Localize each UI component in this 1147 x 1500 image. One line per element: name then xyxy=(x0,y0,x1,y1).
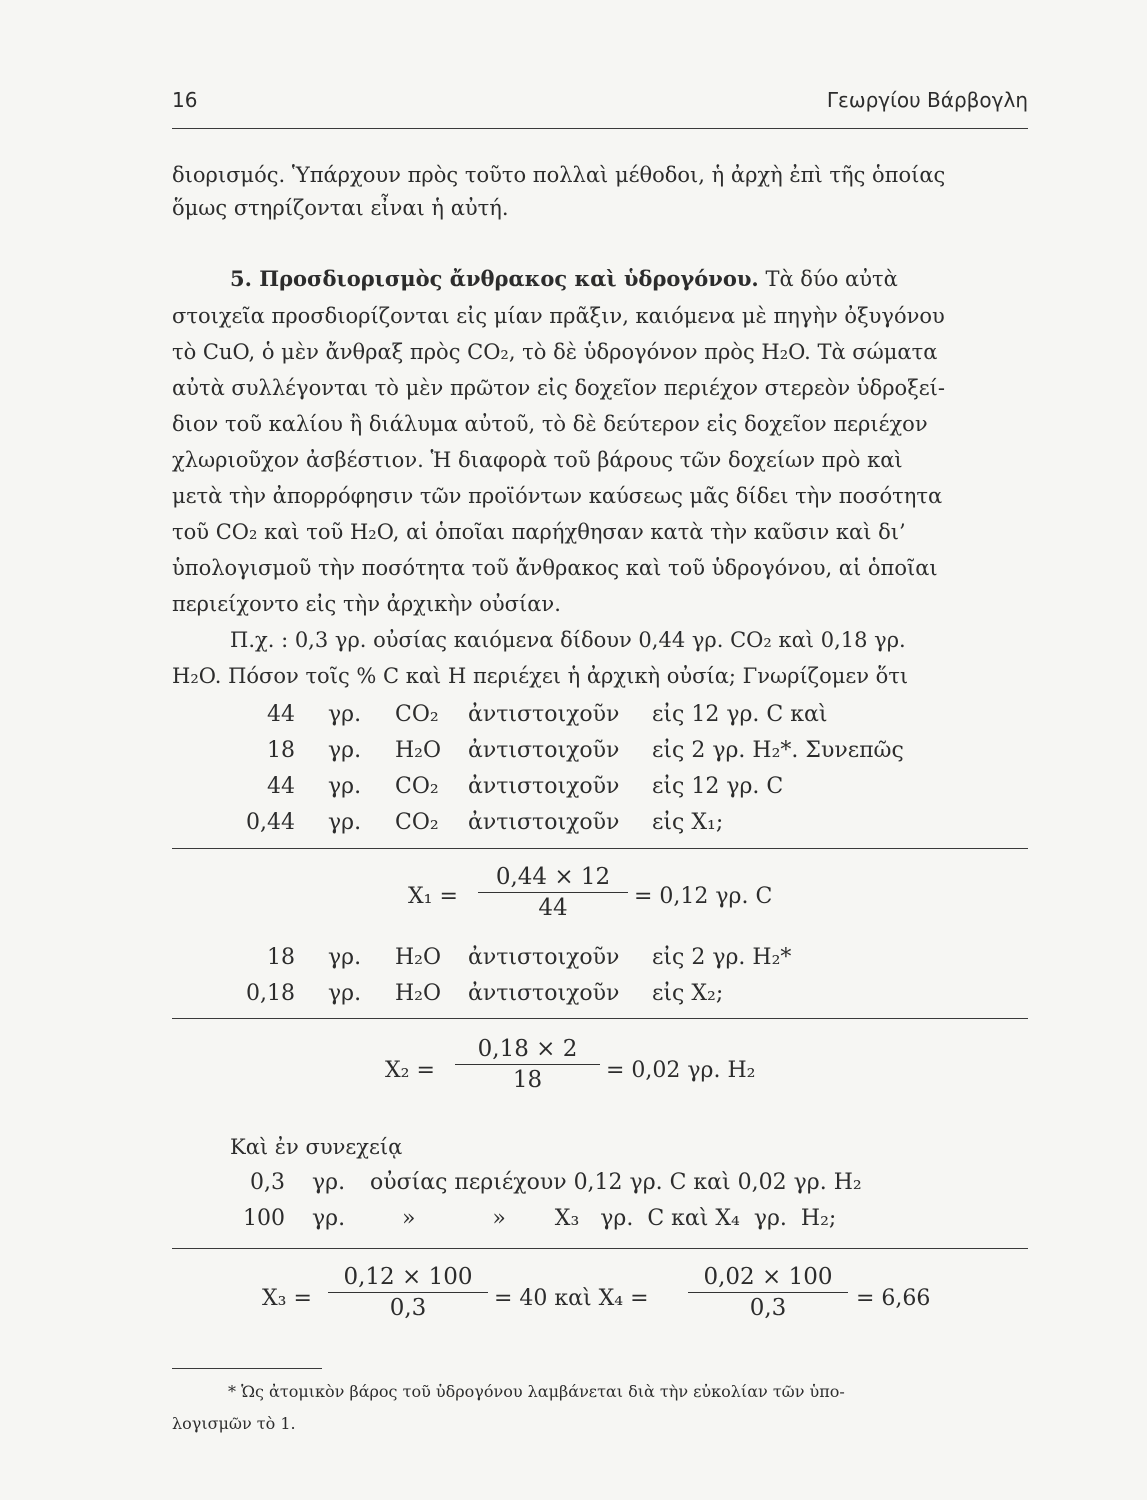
example-line-2: H₂O. Πόσον τοῖς % C καὶ H περιέχει ἡ ἀρχικὴ οὐσία; Γνωρίζομεν ὅτι xyxy=(172,664,909,688)
page-header xyxy=(172,88,1028,122)
divider-rule xyxy=(172,848,1028,849)
verb: ἀντιστοιχοῦν xyxy=(468,702,620,727)
unit: γρ. xyxy=(328,981,362,1006)
header-rule xyxy=(172,128,1028,129)
eq-lhs: X₃ = xyxy=(262,1286,312,1311)
paragraph-line: τὸ CuO, ὁ μὲν ἄνθραξ πρὸς CO₂, τὸ δὲ ὑδρογόνον πρὸς H₂O. Τὰ σώματα xyxy=(172,340,938,364)
result: εἰς 2 γρ. H₂*. Συνεπῶς xyxy=(652,738,904,763)
footnote-rule xyxy=(172,1368,322,1369)
intro-line-1: διορισμός. Ὑπάρχουν πρὸς τοῦτο πολλαὶ μέθοδοι, ἡ ἀρχὴ ἐπὶ τῆς ὁποίας xyxy=(172,163,946,187)
numerator: 0,12 × 100 xyxy=(328,1264,488,1293)
fraction xyxy=(688,1264,848,1321)
example-line-1: Π.χ. : 0,3 γρ. οὐσίας καιόμενα δίδουν 0,44 γρ. CO₂ καὶ 0,18 γρ. xyxy=(230,628,906,652)
verb: ἀντιστοιχοῦν xyxy=(468,810,620,835)
paragraph-line: τοῦ CO₂ καὶ τοῦ H₂O, αἱ ὁποῖαι παρήχθησαν κατὰ τὴν καῦσιν καὶ δι’ xyxy=(172,520,906,544)
compound: CO₂ xyxy=(395,702,439,727)
amount: 18 xyxy=(267,738,295,763)
running-head: Γεωργίου Βάρβογλη xyxy=(826,88,1028,112)
unit: γρ. xyxy=(328,810,362,835)
paragraph-line: χλωριοῦχον ἀσβέστιον. Ἡ διαφορὰ τοῦ βάρους τῶν δοχείων πρὸ καὶ xyxy=(172,448,903,472)
eq-mid: = 40 καὶ X₄ = xyxy=(494,1286,649,1311)
compound: CO₂ xyxy=(395,774,439,799)
compound: H₂O xyxy=(395,945,442,970)
paragraph-line: διον τοῦ καλίου ἢ διάλυμα αὐτοῦ, τὸ δὲ δεύτερον εἰς δοχεῖον περιέχον xyxy=(172,412,928,436)
fraction xyxy=(328,1264,488,1321)
compound: H₂O xyxy=(395,738,442,763)
amount: 0,3 xyxy=(250,1170,285,1195)
section-heading xyxy=(230,266,898,291)
numerator: 0,44 × 12 xyxy=(478,864,628,893)
result: εἰς X₁; xyxy=(652,810,724,835)
unit: γρ. xyxy=(328,738,362,763)
continuation-text: Καὶ ἐν συνεχείᾳ xyxy=(230,1135,403,1159)
eq-rhs: = 6,66 xyxy=(856,1286,931,1311)
denominator: 0,3 xyxy=(389,1295,427,1321)
amount: 44 xyxy=(267,702,295,727)
divider-rule xyxy=(172,1018,1028,1019)
denominator: 44 xyxy=(538,895,568,921)
page-number: 16 xyxy=(172,88,198,112)
unit: γρ. xyxy=(328,945,362,970)
verb: ἀντιστοιχοῦν xyxy=(468,774,620,799)
eq-lhs: X₁ = xyxy=(408,884,458,909)
equation-x2 xyxy=(0,1036,1147,1110)
paragraph-line: ὑπολογισμοῦ τὴν ποσότητα τοῦ ἄνθρακος καὶ τοῦ ὑδρογόνου, αἱ ὁποῖαι xyxy=(172,556,938,580)
numerator: 0,02 × 100 xyxy=(688,1264,848,1293)
denominator: 0,3 xyxy=(749,1295,787,1321)
verb: ἀντιστοιχοῦν xyxy=(468,945,620,970)
eq-rhs: = 0,12 γρ. C xyxy=(634,884,773,909)
amount: 0,44 xyxy=(246,810,295,835)
fraction xyxy=(455,1036,600,1093)
unit: γρ. xyxy=(312,1170,346,1195)
amount: 0,18 xyxy=(246,981,295,1006)
row-text: » » X₃ γρ. C καὶ X₄ γρ. H₂; xyxy=(402,1206,837,1231)
compound: H₂O xyxy=(395,981,442,1006)
result: εἰς X₂; xyxy=(652,981,724,1006)
numerator: 0,18 × 2 xyxy=(455,1036,600,1065)
section-title: 5. Προσδιορισμὸς ἄνθρακος καὶ ὑδρογόνου. xyxy=(230,266,759,291)
paragraph-line: αὐτὰ συλλέγονται τὸ μὲν πρῶτον εἰς δοχεῖον περιέχον στερεὸν ὑδροξεί- xyxy=(172,376,945,400)
amount: 44 xyxy=(267,774,295,799)
row-text: οὐσίας περιέχουν 0,12 γρ. C καὶ 0,02 γρ. H₂ xyxy=(370,1170,862,1195)
verb: ἀντιστοιχοῦν xyxy=(468,738,620,763)
divider-rule xyxy=(172,1248,1028,1249)
unit: γρ. xyxy=(312,1206,346,1231)
verb: ἀντιστοιχοῦν xyxy=(468,981,620,1006)
unit: γρ. xyxy=(328,702,362,727)
amount: 100 xyxy=(243,1206,285,1231)
fraction xyxy=(478,864,628,921)
paragraph-line: στοιχεῖα προσδιορίζονται εἰς μίαν πρᾶξιν, καιόμενα μὲ πηγὴν ὀξυγόνου xyxy=(172,304,945,328)
denominator: 18 xyxy=(512,1067,543,1093)
result: εἰς 2 γρ. H₂* xyxy=(652,945,792,970)
equation-x3-x4 xyxy=(0,1264,1147,1338)
section-title-rest: Τὰ δύο αὐτὰ xyxy=(765,267,898,291)
amount: 18 xyxy=(267,945,295,970)
intro-line-2: ὅμως στηρίζονται εἶναι ἡ αὐτή. xyxy=(172,196,509,220)
compound: CO₂ xyxy=(395,810,439,835)
eq-lhs: X₂ = xyxy=(385,1058,435,1083)
eq-rhs: = 0,02 γρ. H₂ xyxy=(606,1058,756,1083)
unit: γρ. xyxy=(328,774,362,799)
result: εἰς 12 γρ. C xyxy=(652,774,784,799)
result: εἰς 12 γρ. C καὶ xyxy=(652,702,828,727)
paragraph-line: περιείχοντο εἰς τὴν ἀρχικὴν οὐσίαν. xyxy=(172,592,561,616)
footnote-line-2: λογισμῶν τὸ 1. xyxy=(172,1414,296,1433)
paragraph-line: μετὰ τὴν ἀπορρόφησιν τῶν προϊόντων καύσεως μᾶς δίδει τὴν ποσότητα xyxy=(172,484,943,508)
equation-x1 xyxy=(0,864,1147,938)
footnote-line-1: * Ὡς ἀτομικὸν βάρος τοῦ ὑδρογόνου λαμβάνεται διὰ τὴν εὐκολίαν τῶν ὑπο- xyxy=(228,1382,845,1401)
